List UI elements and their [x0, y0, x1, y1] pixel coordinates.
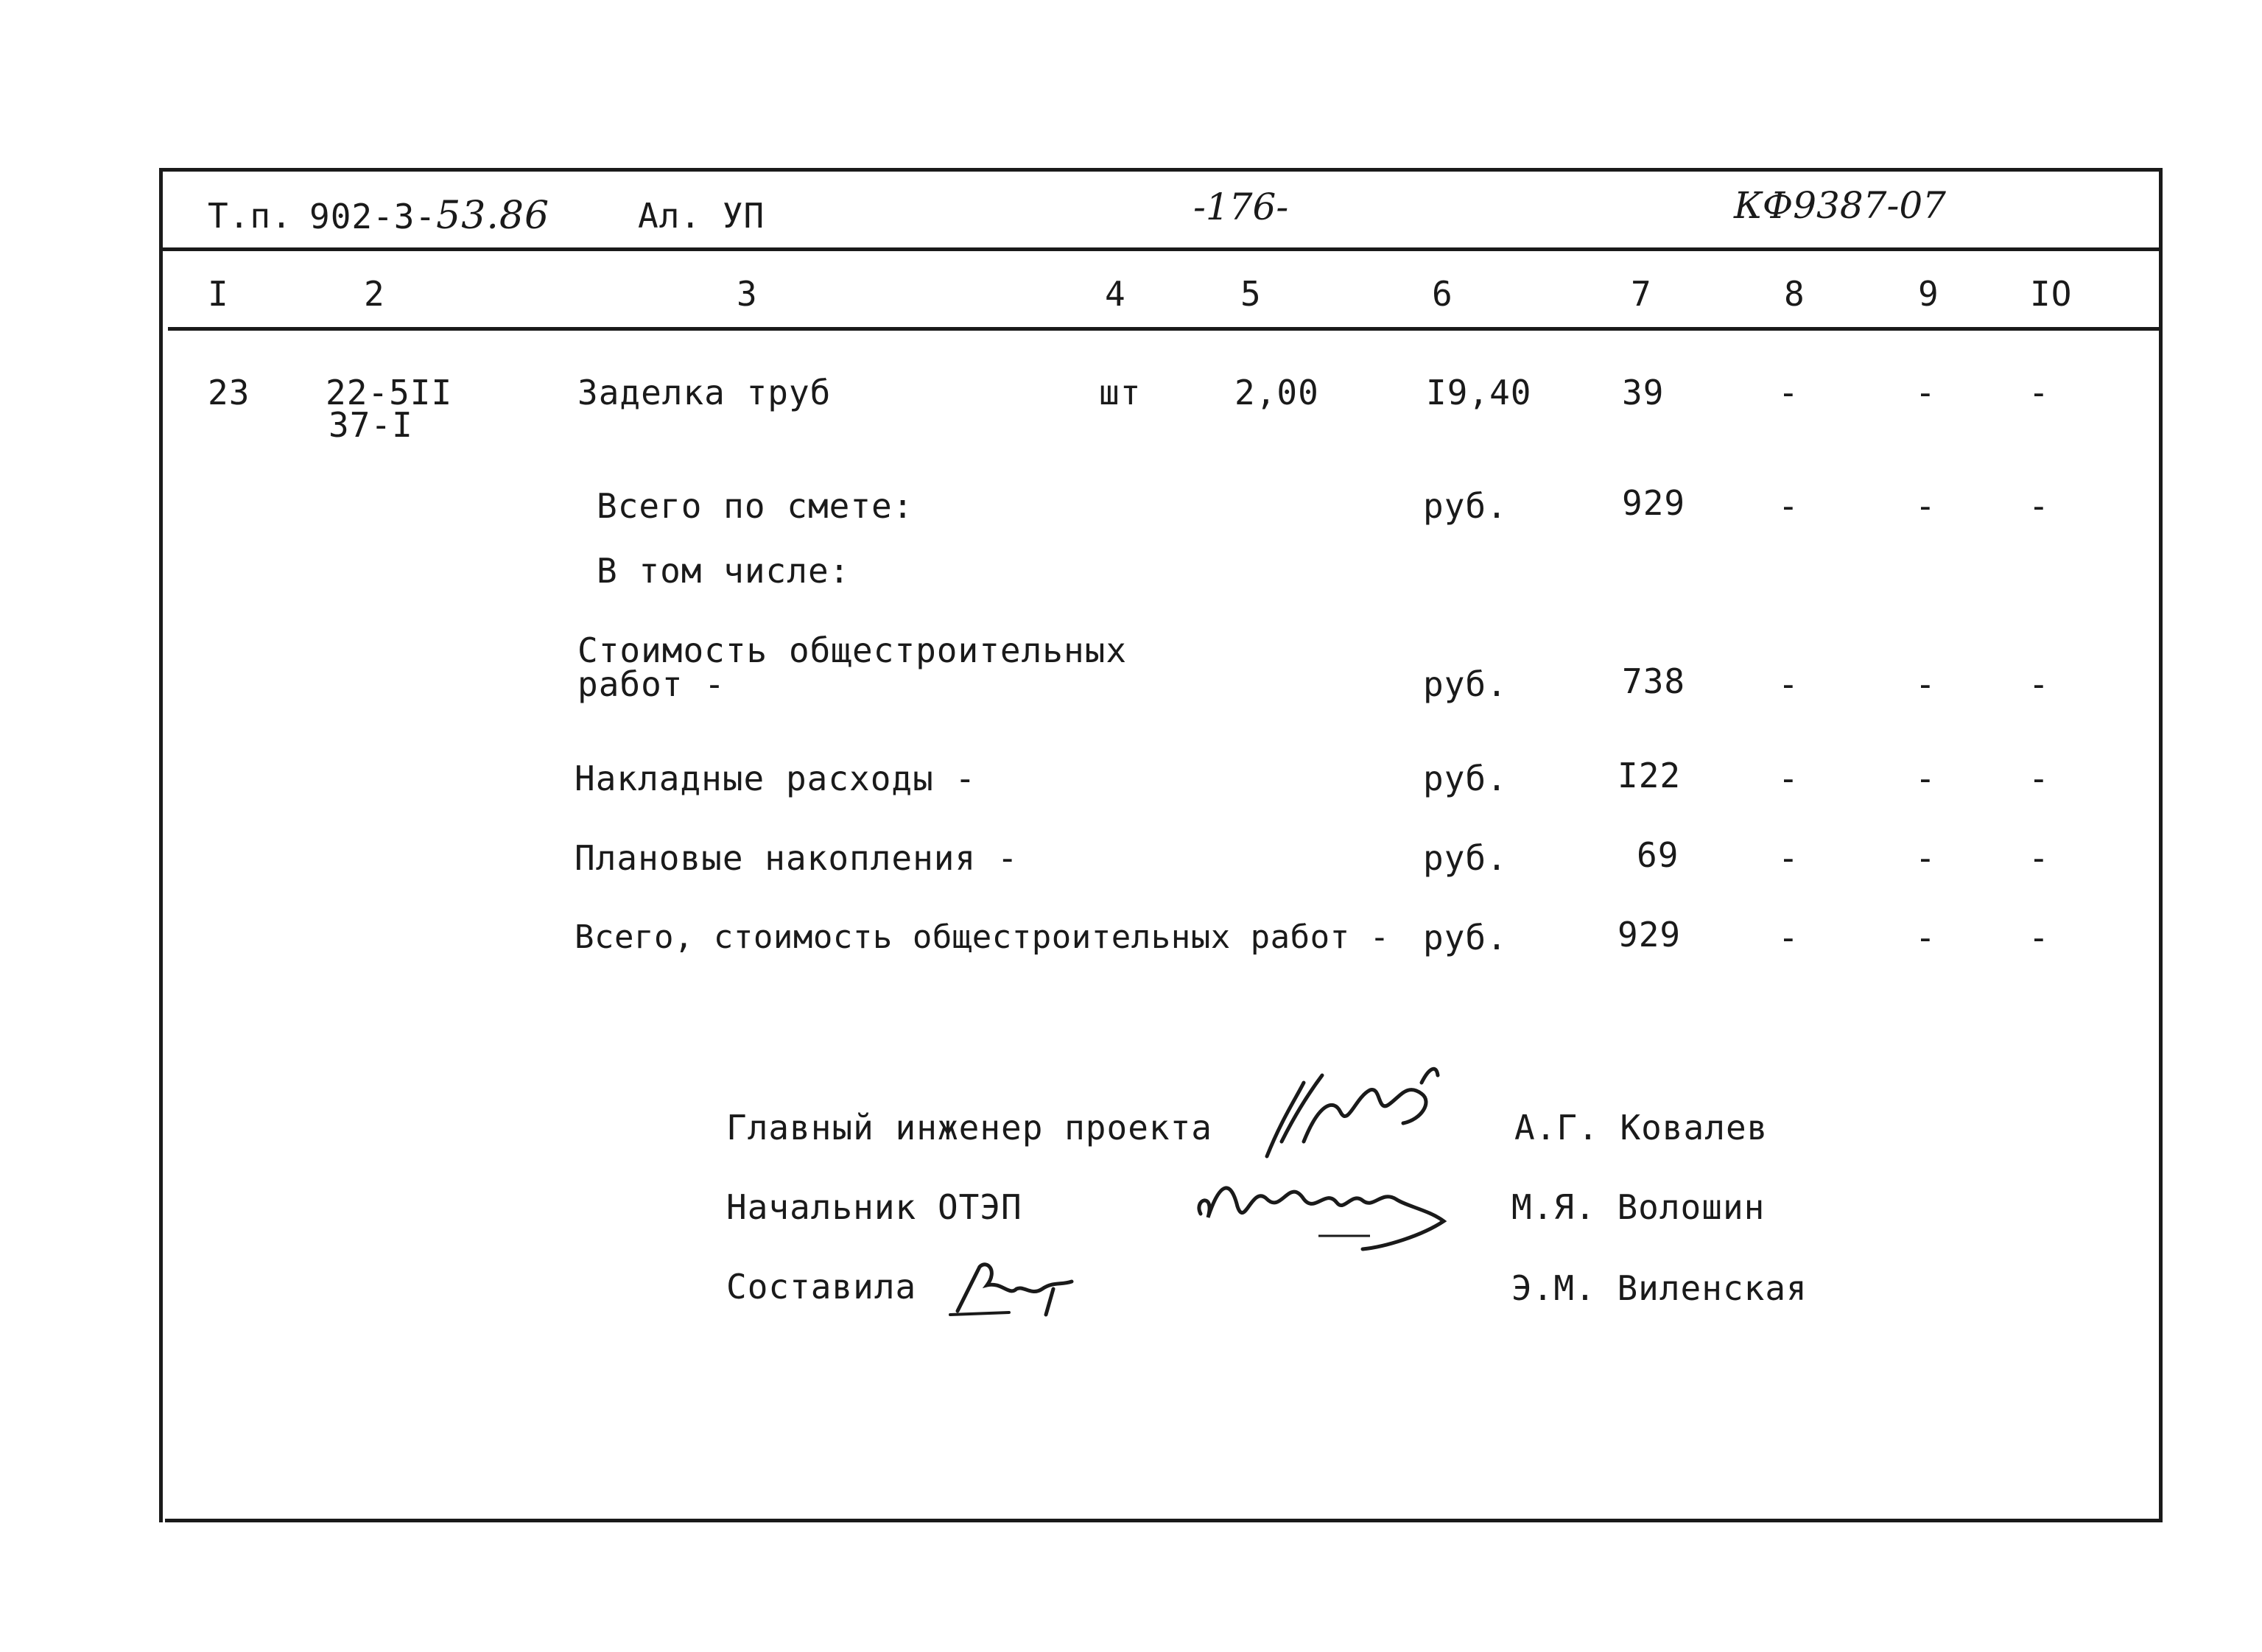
breakdown-col9: - [1915, 838, 1936, 878]
breakdown-value: 738 [1622, 661, 1686, 701]
signature-name: А.Г. Ковалев [1514, 1108, 1768, 1147]
col-header-7: 7 [1631, 274, 1652, 314]
signature-role: Составила [726, 1267, 917, 1307]
doc-code-handwritten: 53.86 [436, 194, 550, 238]
estimate-total-unit: руб. [1423, 486, 1508, 526]
breakdown-col10: - [2029, 759, 2049, 798]
estimate-total-col10: - [2029, 486, 2049, 526]
signature-role: Главный инженер проекта [726, 1108, 1212, 1147]
breakdown-col10: - [2029, 918, 2049, 957]
frame-left [159, 168, 163, 1522]
item-code-2: 37-I [329, 405, 413, 445]
page-number: -176- [1193, 186, 1289, 228]
columns-divider [168, 327, 2161, 331]
item-price: I9,40 [1426, 373, 1532, 412]
col-header-6: 6 [1432, 274, 1453, 314]
breakdown-col9: - [1915, 759, 1936, 798]
compiler-signature [943, 1245, 1090, 1326]
col-header-2: 2 [364, 274, 385, 314]
col-header-5: 5 [1240, 274, 1262, 314]
album-label: Ал. УП [638, 196, 765, 236]
col-header-4: 4 [1105, 274, 1126, 314]
header-divider [159, 247, 2163, 251]
item-quantity: 2,00 [1234, 373, 1319, 412]
breakdown-unit: руб. [1423, 918, 1508, 957]
doc-prefix: Т.п. [208, 196, 292, 236]
col-header-10: IO [2030, 274, 2073, 314]
reference-number: КФ9387-07 [1734, 184, 1946, 227]
signature-name: М.Я. Волошин [1511, 1187, 1766, 1227]
frame-bottom [165, 1519, 2163, 1522]
head-otep-signature [1186, 1155, 1466, 1258]
item-name: Заделка труб [577, 373, 832, 412]
item-unit: шт [1099, 373, 1142, 412]
breakdown-value: 69 [1637, 835, 1679, 875]
item-number: 23 [208, 373, 250, 412]
breakdown-col9: - [1915, 918, 1936, 957]
breakdown-col10: - [2029, 664, 2049, 704]
breakdown-label-cont: работ - [577, 664, 726, 704]
breakdown-label: Стоимость общестроительных [577, 630, 1128, 670]
including-label: В том числе: [597, 551, 851, 591]
chief-engineer-signature [1252, 1053, 1458, 1171]
breakdown-label: Плановые накопления - [575, 838, 1019, 878]
breakdown-col8: - [1778, 664, 1799, 704]
breakdown-value: 929 [1618, 915, 1682, 955]
estimate-total-col9: - [1915, 486, 1936, 526]
breakdown-value: I22 [1618, 756, 1682, 795]
frame-top [159, 168, 2163, 172]
doc-code [309, 196, 549, 236]
breakdown-col9: - [1915, 664, 1936, 704]
breakdown-col8: - [1778, 838, 1799, 878]
signature-name: Э.М. Виленская [1511, 1268, 1808, 1308]
col-header-1: I [208, 274, 229, 314]
estimate-total-label: Всего по смете: [597, 486, 914, 526]
breakdown-label: Накладные расходы - [575, 759, 977, 798]
col-header-3: 3 [737, 274, 758, 314]
item-col10: - [2029, 373, 2049, 412]
breakdown-col8: - [1778, 918, 1799, 957]
col-header-9: 9 [1918, 274, 1939, 314]
item-col8: - [1778, 373, 1799, 412]
item-col9: - [1915, 373, 1936, 412]
estimate-total-col8: - [1778, 486, 1799, 526]
breakdown-unit: руб. [1423, 838, 1508, 878]
breakdown-unit: руб. [1423, 664, 1508, 704]
signature-role: Начальник ОТЭП [726, 1187, 1022, 1227]
breakdown-label: Всего, стоимость общестроительных работ - [575, 918, 1390, 956]
item-total: 39 [1622, 373, 1665, 412]
breakdown-col10: - [2029, 838, 2049, 878]
breakdown-unit: руб. [1423, 759, 1508, 798]
col-header-8: 8 [1784, 274, 1805, 314]
item-code-1: 22-5II [326, 373, 453, 412]
frame-right [2159, 168, 2163, 1522]
breakdown-col8: - [1778, 759, 1799, 798]
estimate-total-value: 929 [1622, 483, 1686, 523]
doc-code-typed: 902-3- [309, 197, 437, 236]
